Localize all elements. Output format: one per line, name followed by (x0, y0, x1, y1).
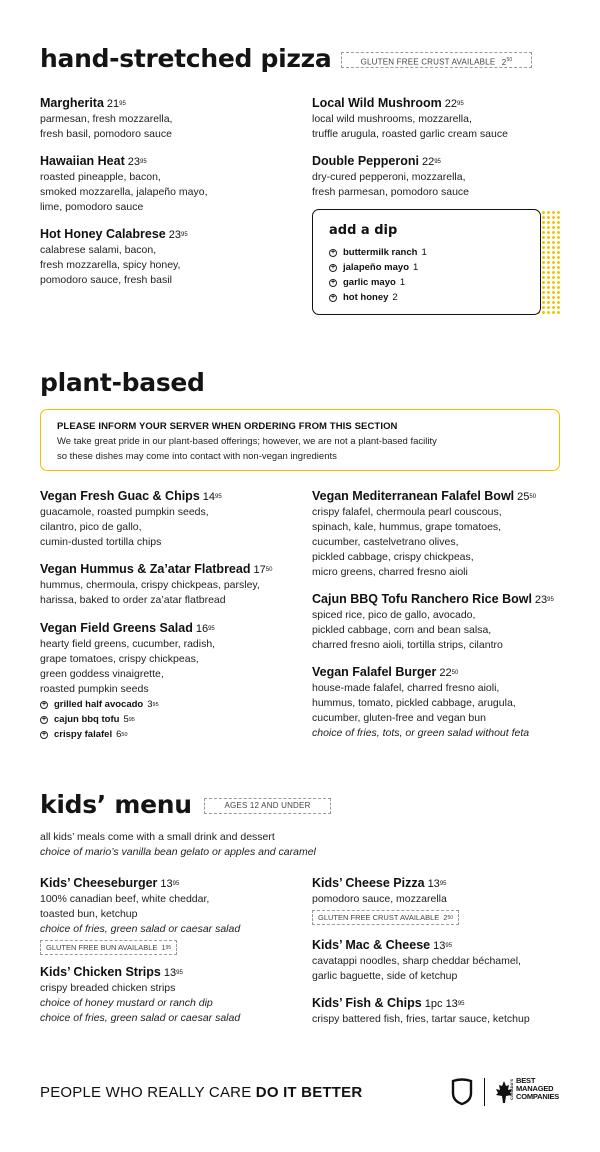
dip-item: + garlic mayo 1 (330, 277, 406, 288)
menu-item-cajun-bbq-tofu-bowl: Cajun BBQ Tofu Ranchero Rice Bowl $23^{95}$ spiced rice, pico de gallo, avocado, pickled cabbage, corn and bean salsa, charred fresno aioli, tortilla strips, cilantro (312, 592, 554, 651)
notice-heading: PLEASE INFORM YOUR SERVER WHEN ORDERING FROM THIS SECTION (57, 421, 398, 432)
menu-item-vegan-field-greens-salad: Vegan Field Greens Salad $16^{95}$ hearty field greens, cucumber, radish, grape tomatoes, crispy chickpeas, green goddess vinaigrette, roasted pumpkin seeds + grilled half avocado $3^{95}$ + cajun bbq tofu $5^{95}$ + crispy falafel $6^{50}$ (40, 620, 310, 742)
footer-divider (484, 1078, 485, 1106)
kids-age-tag: AGES 12 AND UNDER (204, 798, 331, 814)
menu-item-kids-chicken-strips: Kids’ Chicken Strips $13^{95}$ crispy breaded chicken strips choice of honey mustard or ranch dip choice of fries, green salad or caesar salad (40, 965, 241, 1024)
menu-item-vegan-hummus-flatbread: Vegan Hummus & Za’atar Flatbread $17^{50}$ hummus, chermoula, crispy chickpeas, parsley, harissa, baked to order za’atar flatbread (40, 562, 273, 606)
menu-item-kids-fish-chips: Kids’ Fish & Chips 1pc $13^{95}$ crispy battered fish, fries, tartar sauce, ketchup (312, 996, 530, 1025)
menu-item-vegan-guac-chips: Vegan Fresh Guac & Chips $14^{95}$ guacamole, roasted pumpkin seeds, cilantro, pico de gallo, cumin-dusted tortilla chips (40, 489, 222, 548)
best-managed-companies-logo: BEST MANAGED COMPANIES (516, 1076, 560, 1101)
dip-item: + jalapeño mayo 1 (330, 262, 419, 273)
menu-item-hawaiian-heat: Hawaiian Heat $23^{95}$ roasted pineapple, bacon, smoked mozzarella, jalapeño mayo, lime, pomodoro sauce (40, 154, 208, 213)
salad-addon: + cajun bbq tofu $5^{95}$ (41, 714, 135, 725)
menu-item-kids-cheese-pizza: Kids’ Cheese Pizza $13^{95}$ pomodoro sauce, mozzarella GLUTEN FREE CRUST AVAILABLE $2^{50}$ (312, 875, 582, 925)
salad-addon: + crispy falafel $6^{50}$ (41, 729, 128, 740)
plant-section-title: plant-based (40, 368, 205, 397)
add-circle-icon: + (330, 248, 336, 256)
add-circle-icon: + (330, 293, 336, 301)
menu-item-kids-mac-cheese: Kids’ Mac & Cheese $13^{95}$ cavatappi noodles, sharp cheddar béchamel, garlic baguette, side of ketchup (312, 938, 521, 982)
add-circle-icon: + (330, 278, 336, 286)
menu-item-kids-cheeseburger: Kids’ Cheeseburger $13^{95}$ 100% canadian beef, white cheddar, toasted bun, ketchup choice of fries, green salad or caesar salad GLUTEN FREE BUN AVAILABLE $1^{95}$ (40, 875, 310, 955)
menu-item-vegan-falafel-bowl: Vegan Mediterranean Falafel Bowl $25^{50}$ crispy falafel, chermoula pearl couscous, spinach, kale, hummus, grape tomatoes, cucumber, castelvetrano olives, pickled cabbage, crispy chickpeas, micro greens, charred fresno aioli (312, 489, 537, 578)
add-circle-icon: + (41, 715, 47, 723)
dip-title: add a dip (329, 223, 398, 238)
gluten-free-crust-tag: GLUTEN FREE CRUST AVAILABLE $2^{50}$ (312, 910, 459, 925)
add-circle-icon: + (330, 263, 336, 271)
kids-intro: all kids’ meals come with a small drink and dessert choice of mario’s vanilla bean gelato or apples and caramel (40, 831, 316, 858)
plant-notice-box: PLEASE INFORM YOUR SERVER WHEN ORDERING FROM THIS SECTION We take great pride in our plant-based offerings; however, we are not a plant-based facility so these dishes may come into contact with non-vegan ingredients (40, 409, 560, 471)
menu-item-vegan-falafel-burger: Vegan Falafel Burger $22^{50}$ house-made falafel, charred fresno aioli, hummus, tomato, pickled cabbage, arugula, cucumber, gluten-free and vegan bun choice of fries, tots, or green salad without feta (312, 665, 530, 739)
footer-slogan: PEOPLE WHO REALLY CARE DO IT BETTER (40, 1084, 363, 1101)
menu-item-local-wild-mushroom: Local Wild Mushroom $22^{95}$ local wild mushrooms, mozzarella, truffle arugula, roasted garlic cream sauce (312, 96, 508, 140)
add-a-dip-box (312, 209, 541, 315)
dip-item: + hot honey 2 (330, 292, 398, 303)
gluten-free-bun-tag: GLUTEN FREE BUN AVAILABLE $1^{95}$ (40, 940, 177, 955)
menu-item-hot-honey-calabrese: Hot Honey Calabrese $23^{95}$ calabrese salami, bacon, fresh mozzarella, spicy honey, pomodoro sauce, fresh basil (40, 227, 188, 286)
gluten-free-crust-tag: GLUTEN FREE CRUST AVAILABLE $2^{50}$ (341, 52, 532, 68)
salad-addon: + grilled half avocado $3^{95}$ (41, 699, 159, 710)
dip-item: + buttermilk ranch 1 (330, 247, 427, 258)
kids-section-title: kids’ menu (40, 790, 192, 819)
add-circle-icon: + (41, 700, 47, 708)
award-side-text: CANADA'S (509, 1079, 514, 1100)
menu-item-margherita: Margherita $21^{95}$ parmesan, fresh mozzarella, fresh basil, pomodoro sauce (40, 96, 173, 140)
pizza-section-title: hand-stretched pizza (40, 44, 332, 73)
menu-item-double-pepperoni: Double Pepperoni $22^{95}$ dry-cured pepperoni, mozzarella, fresh parmesan, pomodoro sauce (312, 154, 470, 198)
add-circle-icon: + (41, 730, 47, 738)
shield-logo-icon (450, 1078, 474, 1106)
